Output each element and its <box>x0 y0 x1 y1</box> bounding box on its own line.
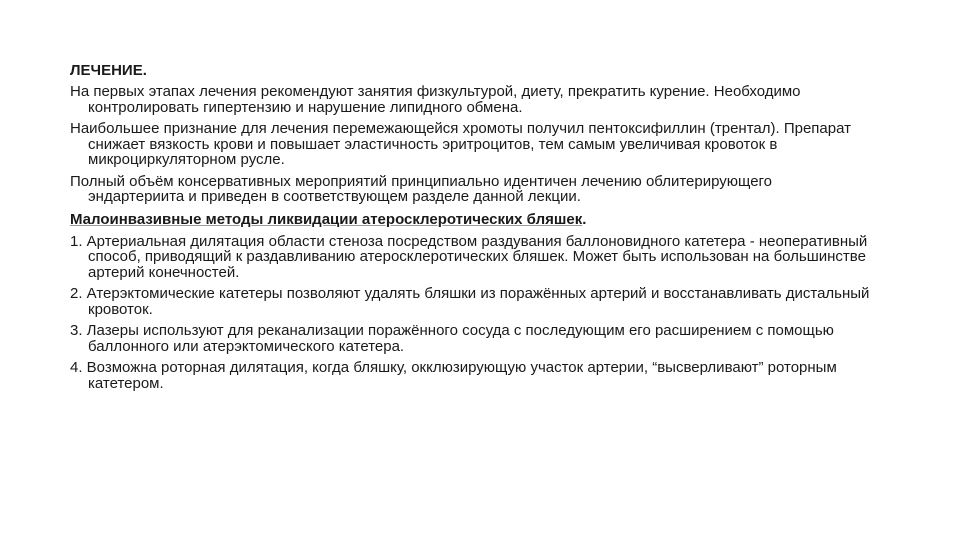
list-item-dilation: 1. Артериальная дилятация области стеноза посредством раздувания баллоновидного катетера - неоперативный способ, приводящий к раздавливанию атеросклеротических бляшек. Может быть использован на большинстве артерий конечностей. <box>70 232 868 281</box>
slide-content <box>70 62 870 397</box>
slide-heading: ЛЕЧЕНИЕ. <box>70 62 147 79</box>
subheading-suffix: . <box>582 210 587 228</box>
list-item-atherectomy: 2. Атерэктомические катетеры позволяют удалять бляшки из поражённых артерий и восстанавливать дистальный кровоток. <box>70 285 870 318</box>
paragraph-first-stages: На первых этапах лечения рекомендуют занятия физкультурой, диету, прекратить курение. Необходимо контролировать гипертензию и нарушение липидного обмена. <box>70 83 801 116</box>
list-item-lasers: 3. Лазеры используют для реканализации поражённого сосуда с последующим его расширением с помощью баллонного или атерэктомического катетера. <box>70 322 834 355</box>
subheading-text: Малоинвазивные методы ликвидации атеросклеротических бляшек <box>70 210 583 228</box>
paragraph-conservative-measures: Полный объём консервативных мероприятий принципиально идентичен лечению облитерирующего эндартериита и приведен в соответствующем разделе данной лекции. <box>70 172 773 205</box>
section-subheading <box>70 211 870 228</box>
paragraph-pentoxifylline: Наибольшее признание для лечения перемежающейся хромоты получил пентоксифиллин (трентал). Препарат снижает вязкость крови и повышает эластичность эритроцитов, тем самым увеличивая кровоток в микроциркуляторном русле. <box>70 120 851 168</box>
list-item-rotary-dilation: 4. Возможна роторная дилятация, когда бляшку, окклюзирующую участок артерии, “высверливают” роторным катетером. <box>70 359 837 392</box>
